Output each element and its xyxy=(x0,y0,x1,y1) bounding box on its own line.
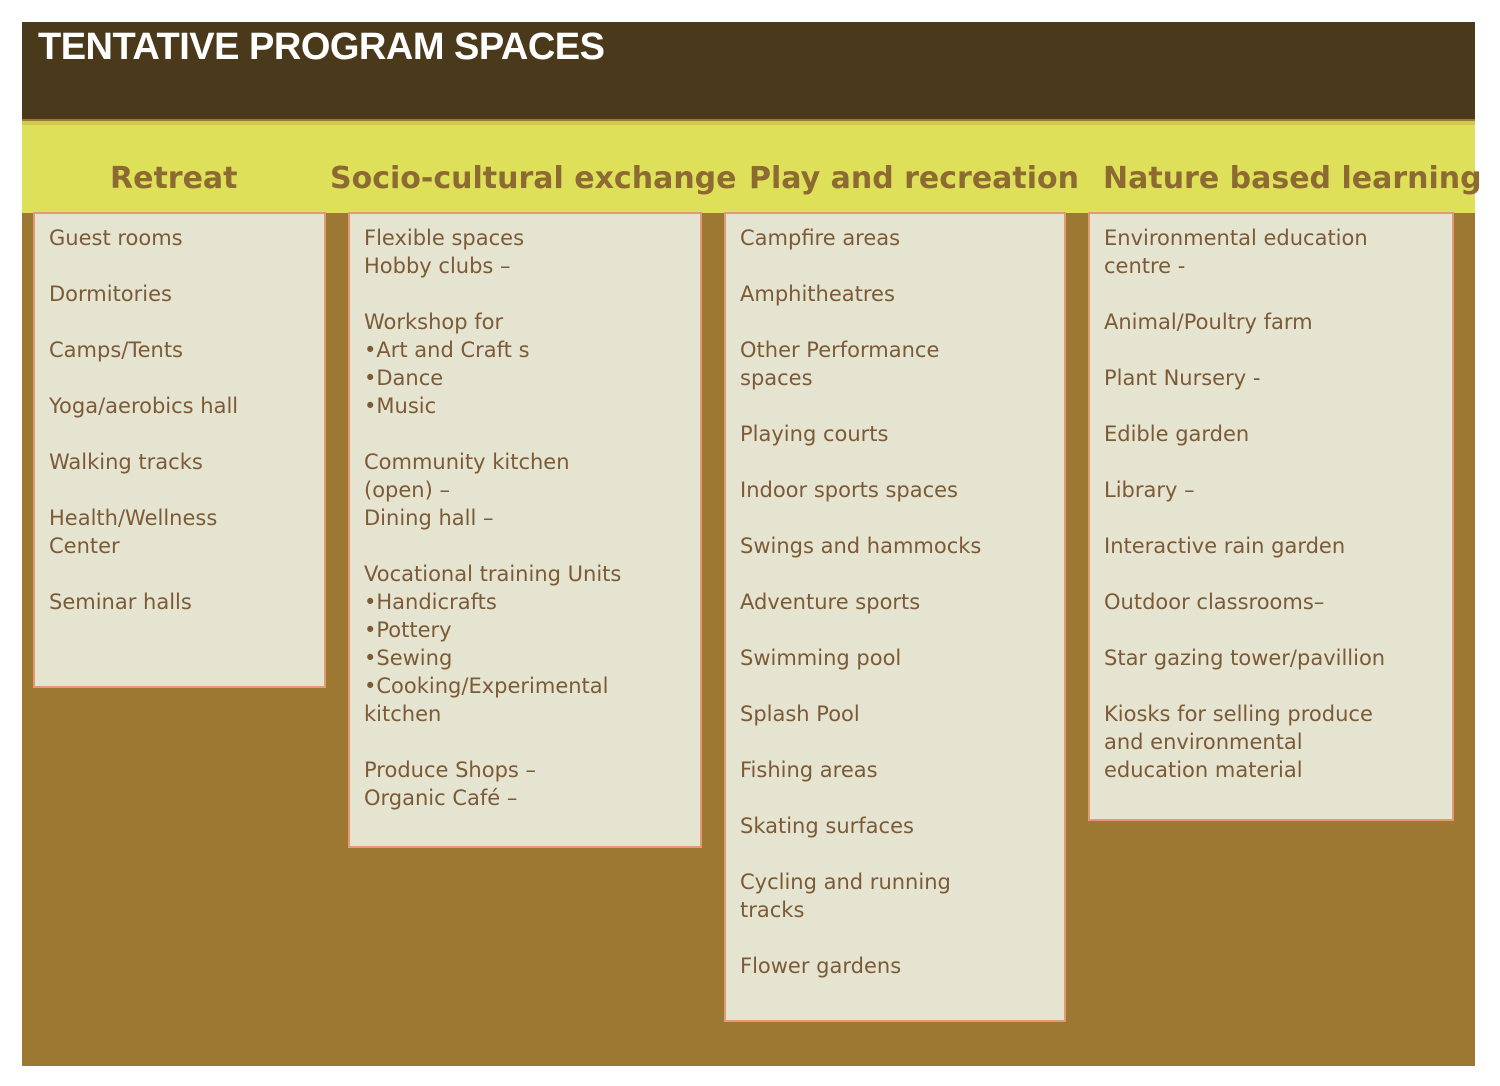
page-title: TENTATIVE PROGRAM SPACES xyxy=(38,26,605,68)
list-item: Cycling and running tracks xyxy=(740,870,951,922)
list-item: Flexible spaces Hobby clubs – xyxy=(364,226,525,278)
list-item: Guest rooms xyxy=(49,226,183,250)
column-box-play xyxy=(724,212,1066,1022)
list-item: Other Performance spaces xyxy=(740,338,940,390)
list-item: Vocational training Units •Handicrafts •Pottery •Sewing •Cooking/Experimental kitchen xyxy=(364,562,622,726)
list-item: Produce Shops – Organic Café – xyxy=(364,758,537,810)
list-item: Community kitchen (open) – Dining hall – xyxy=(364,450,570,530)
column-heading-socio-cultural: Socio-cultural exchange xyxy=(330,161,737,196)
list-item: Plant Nursery - xyxy=(1104,366,1261,390)
list-item: Swings and hammocks xyxy=(740,534,982,558)
list-item: Health/Wellness Center xyxy=(49,506,218,558)
list-item: Fishing areas xyxy=(740,758,878,782)
list-item: Interactive rain garden xyxy=(1104,534,1346,558)
title-bar xyxy=(22,22,1475,119)
list-item: Outdoor classrooms– xyxy=(1104,590,1325,614)
list-item: Splash Pool xyxy=(740,702,860,726)
list-item: Star gazing tower/pavillion xyxy=(1104,646,1386,670)
list-item: Dormitories xyxy=(49,282,172,306)
list-item: Seminar halls xyxy=(49,590,192,614)
list-item: Swimming pool xyxy=(740,646,902,670)
list-item: Kiosks for selling produce and environmental education material xyxy=(1104,702,1373,782)
list-item: Library – xyxy=(1104,478,1195,502)
list-play xyxy=(726,214,1064,980)
list-item: Workshop for •Art and Craft s •Dance •Music xyxy=(364,310,530,418)
list-item: Edible garden xyxy=(1104,422,1250,446)
column-box-socio-cultural xyxy=(348,212,702,848)
list-nature xyxy=(1090,214,1452,784)
column-heading-retreat: Retreat xyxy=(110,161,238,196)
list-item: Indoor sports spaces xyxy=(740,478,958,502)
list-retreat xyxy=(35,214,324,616)
list-item: Camps/Tents xyxy=(49,338,183,362)
list-socio-cultural xyxy=(350,214,700,812)
list-item: Amphitheatres xyxy=(740,282,895,306)
list-item: Skating surfaces xyxy=(740,814,914,838)
column-box-retreat xyxy=(33,212,326,688)
list-item: Campfire areas xyxy=(740,226,901,250)
list-item: Yoga/aerobics hall xyxy=(49,394,239,418)
list-item: Playing courts xyxy=(740,422,889,446)
column-box-nature xyxy=(1088,212,1454,821)
column-header-band xyxy=(22,121,1482,213)
list-item: Adventure sports xyxy=(740,590,921,614)
slide xyxy=(22,22,1482,1066)
list-item: Environmental education centre - xyxy=(1104,226,1368,278)
column-heading-nature: Nature based learning xyxy=(1103,161,1482,196)
column-heading-play: Play and recreation xyxy=(749,161,1080,196)
list-item: Flower gardens xyxy=(740,954,902,978)
list-item: Walking tracks xyxy=(49,450,203,474)
list-item: Animal/Poultry farm xyxy=(1104,310,1313,334)
